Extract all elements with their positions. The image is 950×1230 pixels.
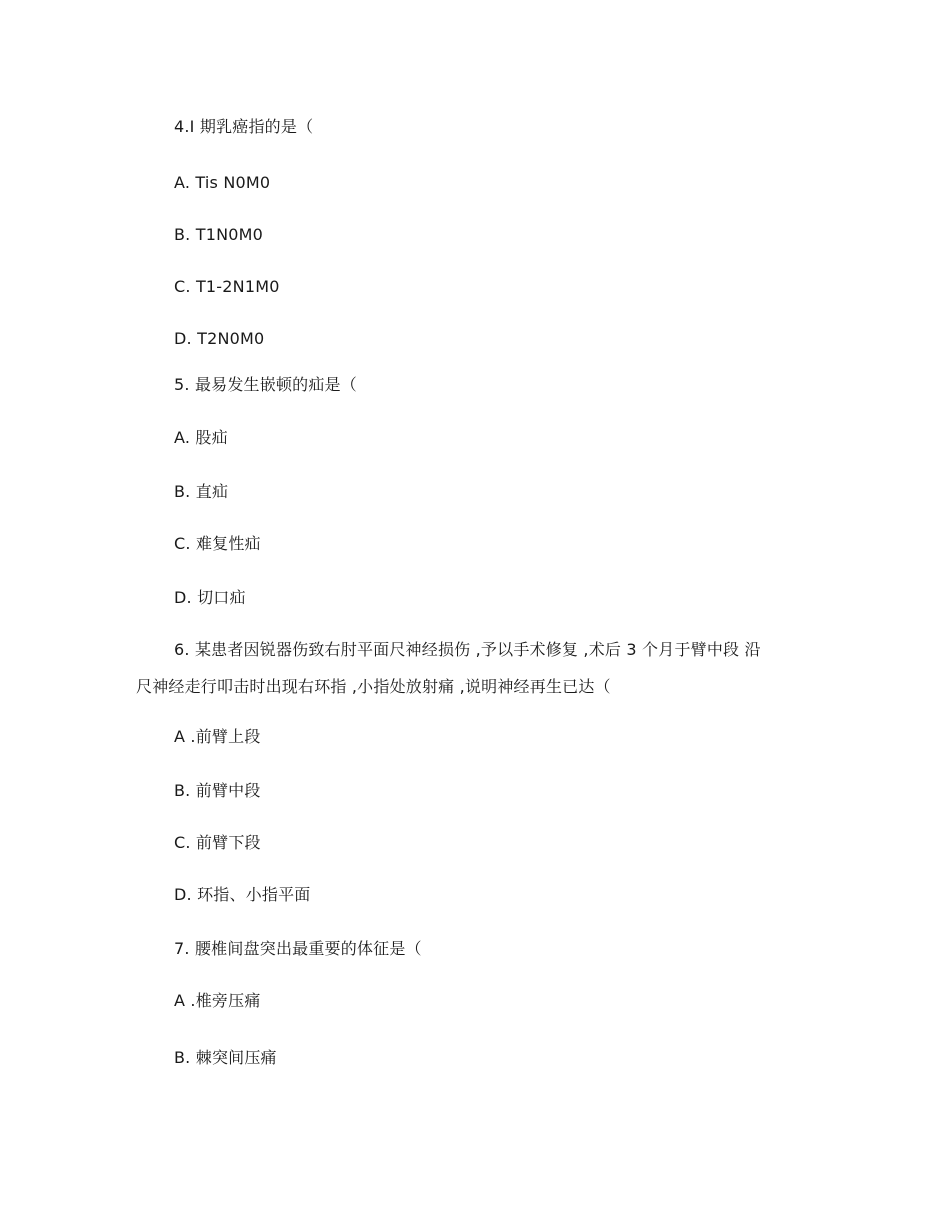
question-7-option-a: A .椎旁压痛	[174, 991, 261, 1010]
question-6-option-a: A .前臂上段	[174, 727, 261, 746]
question-6-option-b: B. 前臂中段	[174, 781, 261, 800]
question-4-option-c: C. T1-2N1M0	[174, 277, 280, 296]
question-4-option-d: D. T2N0M0	[174, 329, 265, 348]
question-5-stem: 5. 最易发生嵌顿的疝是（	[174, 375, 357, 394]
question-6-stem-line-1: 6. 某患者因锐器伤致右肘平面尺神经损伤 ,予以手术修复 ,术后 3 个月于臂中段 沿	[174, 640, 761, 659]
question-4-option-a: A. Tis N0M0	[174, 173, 271, 192]
question-5-option-d: D. 切口疝	[174, 588, 246, 607]
question-6-stem-line-2: 尺神经走行叩击时出现右环指 ,小指处放射痛 ,说明神经再生已达（	[136, 677, 611, 696]
question-4-option-b: B. T1N0M0	[174, 225, 264, 244]
question-6-option-d: D. 环指、小指平面	[174, 885, 311, 904]
question-7-stem: 7. 腰椎间盘突出最重要的体征是（	[174, 939, 422, 958]
question-7-option-b: B. 棘突间压痛	[174, 1048, 277, 1067]
question-5-option-c: C. 难复性疝	[174, 534, 261, 553]
question-5-option-b: B. 直疝	[174, 482, 229, 501]
question-5-option-a: A. 股疝	[174, 428, 228, 447]
question-6-option-c: C. 前臂下段	[174, 833, 261, 852]
question-4-stem: 4.I 期乳癌指的是（	[174, 117, 314, 136]
